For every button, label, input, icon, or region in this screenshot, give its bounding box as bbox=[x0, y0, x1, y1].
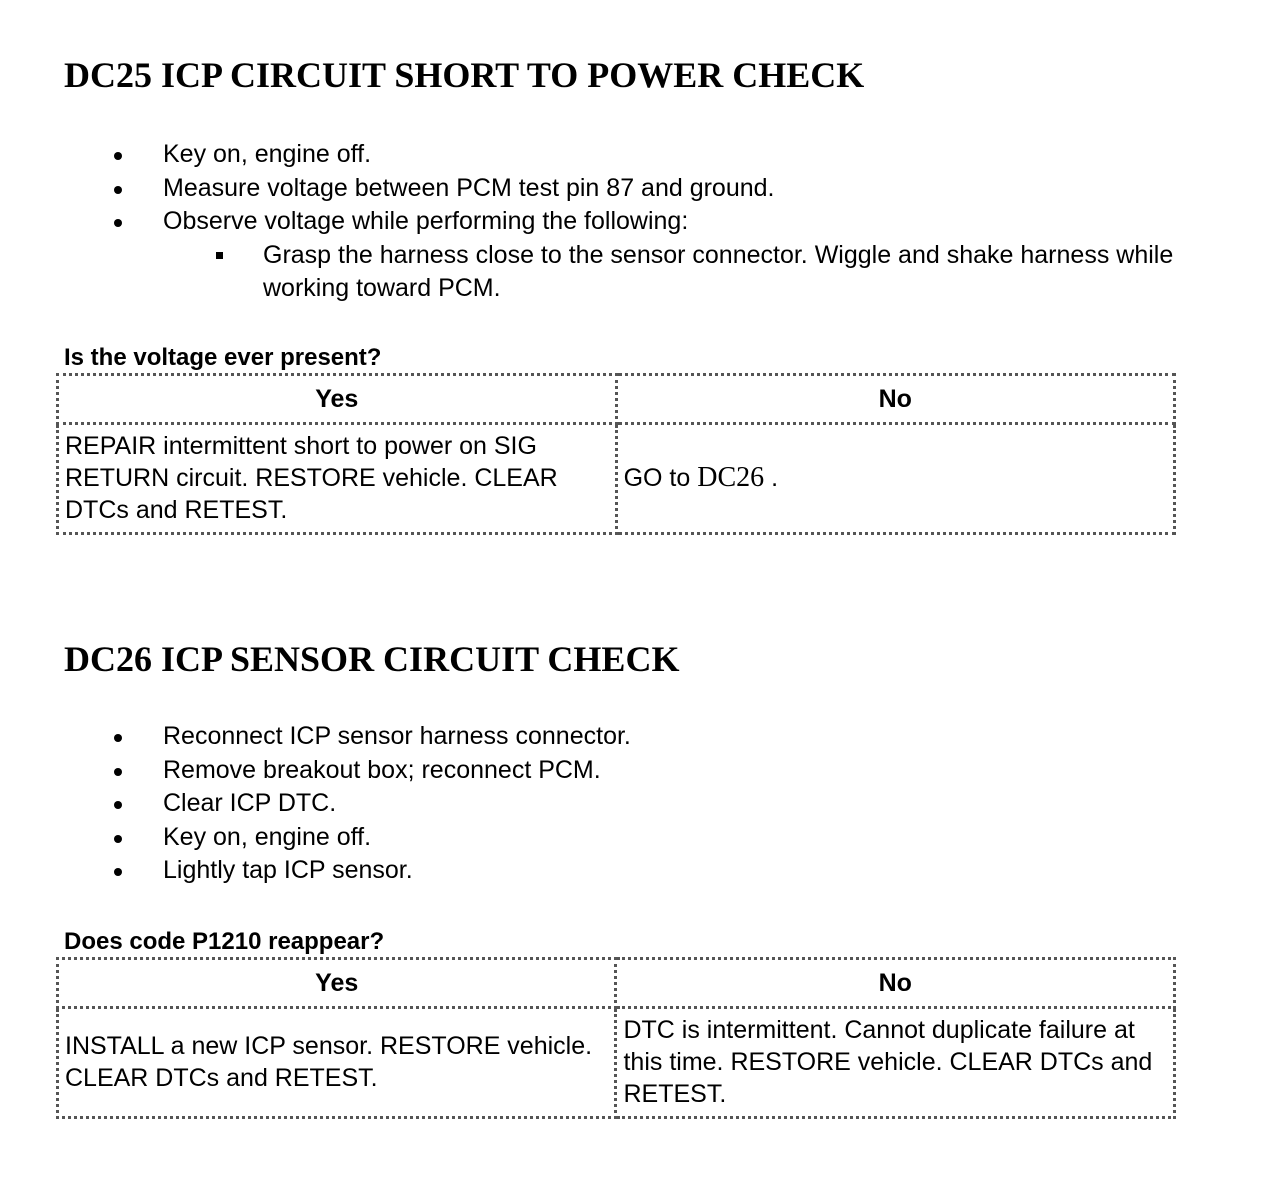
dc26-link[interactable]: DC26 bbox=[697, 462, 765, 493]
decision-table bbox=[56, 373, 1176, 535]
no-header: No bbox=[616, 374, 1174, 423]
step-item: Reconnect ICP sensor harness connector. bbox=[0, 720, 1280, 754]
step-item: Measure voltage between PCM test pin 87 and ground. bbox=[0, 172, 1280, 206]
no-action: GO to DC26 . bbox=[616, 423, 1174, 533]
yes-header: Yes bbox=[58, 958, 616, 1007]
step-item: Key on, engine off. bbox=[0, 138, 1280, 172]
section-dc25 bbox=[0, 52, 1280, 535]
bullet-icon bbox=[114, 835, 122, 843]
decision-question: Does code P1210 reappear? bbox=[64, 927, 385, 955]
step-list bbox=[0, 138, 1280, 306]
no-header: No bbox=[616, 958, 1175, 1007]
step-item: Remove breakout box; reconnect PCM. bbox=[0, 754, 1280, 788]
yes-action: REPAIR intermittent short to power on SIG RETURN circuit. RESTORE vehicle. CLEAR DTCs and RETEST. bbox=[58, 423, 617, 533]
bullet-icon bbox=[114, 768, 122, 776]
step-item: Observe voltage while performing the following: Grasp the harness close to the sensor connector. Wiggle and shake harness while working toward PCM. bbox=[0, 205, 1280, 306]
bullet-icon bbox=[114, 152, 122, 160]
decision-question: Is the voltage ever present? bbox=[64, 343, 382, 371]
step-list bbox=[0, 720, 1280, 888]
yes-action: INSTALL a new ICP sensor. RESTORE vehicle. CLEAR DTCs and RETEST. bbox=[58, 1007, 616, 1117]
step-item: Lightly tap ICP sensor. bbox=[0, 854, 1280, 888]
section-title: DC25 ICP CIRCUIT SHORT TO POWER CHECK bbox=[64, 55, 865, 95]
section-dc26 bbox=[0, 636, 1280, 1119]
bullet-icon bbox=[114, 868, 122, 876]
substep-item: Grasp the harness close to the sensor connector. Wiggle and shake harness while working toward PCM. bbox=[163, 239, 1265, 306]
no-action: DTC is intermittent. Cannot duplicate failure at this time. RESTORE vehicle. CLEAR DTCs and RETEST. bbox=[616, 1007, 1175, 1117]
bullet-icon bbox=[114, 734, 122, 742]
step-item: Clear ICP DTC. bbox=[0, 787, 1280, 821]
bullet-icon bbox=[114, 186, 122, 194]
step-item: Key on, engine off. bbox=[0, 821, 1280, 855]
decision-table bbox=[56, 957, 1176, 1119]
bullet-icon bbox=[114, 801, 122, 809]
substep-list bbox=[163, 239, 1280, 306]
bullet-icon bbox=[114, 219, 122, 227]
yes-header: Yes bbox=[58, 374, 617, 423]
square-bullet-icon bbox=[216, 252, 223, 259]
section-title: DC26 ICP SENSOR CIRCUIT CHECK bbox=[64, 639, 680, 679]
